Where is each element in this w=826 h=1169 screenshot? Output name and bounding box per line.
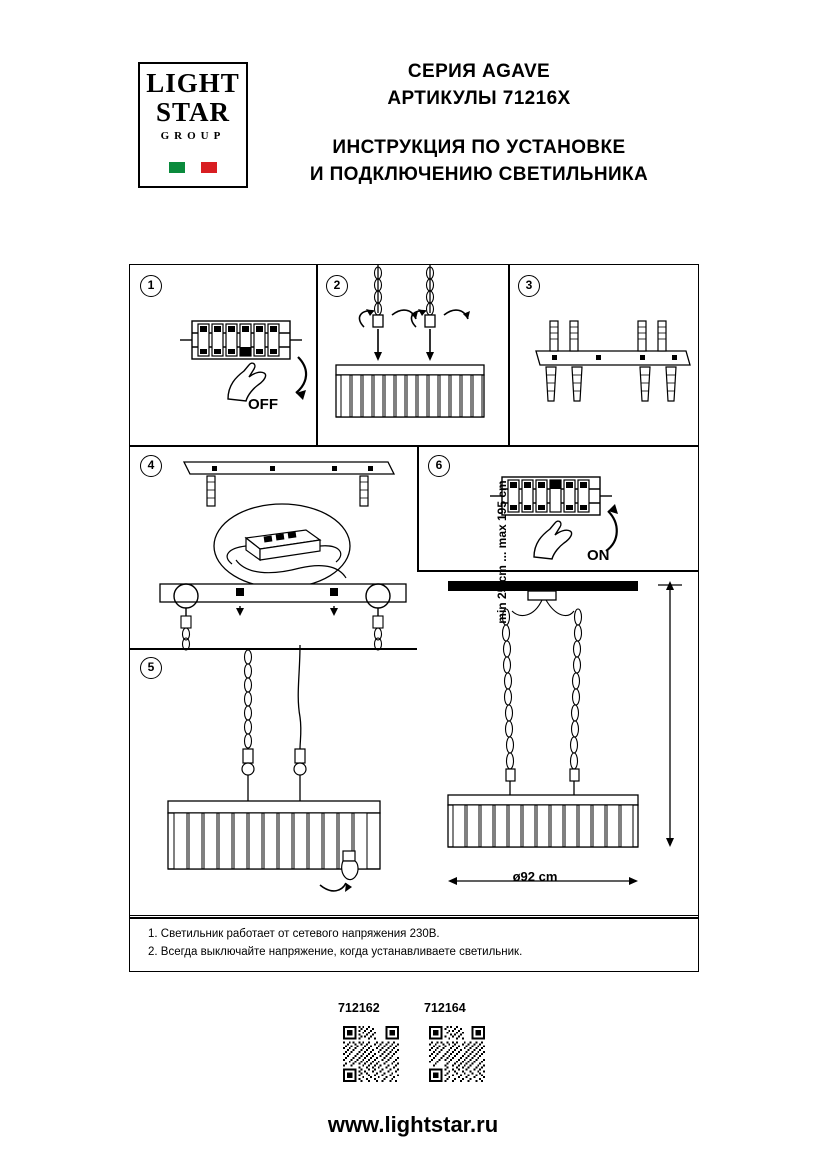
- logo-line-2: STAR: [155, 97, 231, 127]
- note-1: 1. Светильник работает от сетевого напряжения 230В.: [148, 928, 440, 940]
- step-4-illustration: [150, 450, 416, 646]
- note-2: 2. Всегда выключайте напряжение, когда устанавливаете светильник.: [148, 946, 523, 958]
- divider-v3: [417, 445, 419, 570]
- qr-code-right: [429, 1026, 485, 1082]
- divider-v2: [508, 265, 510, 445]
- series-label: СЕРИЯ AGAVE: [407, 61, 551, 82]
- title-line-1: ИНСТРУКЦИЯ ПО УСТАНОВКЕ: [332, 137, 626, 158]
- brand-logo: [138, 62, 248, 188]
- step-badge-4: 4: [140, 455, 162, 477]
- step-badge-2: 2: [326, 275, 348, 297]
- divider-h1: [130, 445, 698, 447]
- step-1-caption: OFF: [248, 396, 278, 413]
- step-6-caption: ON: [587, 547, 610, 564]
- logo-line-1: LIGHT: [146, 68, 240, 98]
- product-code-left: 712162: [338, 1001, 380, 1015]
- step-3-illustration: [520, 305, 700, 415]
- step-badge-3: 3: [518, 275, 540, 297]
- step-5-illustration: [150, 645, 416, 913]
- website-link[interactable]: www.lightstar.ru: [327, 1112, 499, 1137]
- step-badge-5: 5: [140, 657, 162, 679]
- width-dimension-label: ø92 cm: [512, 869, 558, 884]
- qr-code-left: [343, 1026, 399, 1082]
- step-2-illustration: [318, 265, 508, 445]
- step-6-illustration: [460, 465, 660, 575]
- steps-frame: [129, 264, 699, 972]
- logo-line-3: GROUP: [160, 130, 226, 142]
- step-1-illustration: [150, 299, 310, 424]
- product-code-right: 712164: [424, 1001, 466, 1015]
- title-line-2: И ПОДКЛЮЧЕНИЮ СВЕТИЛЬНИКА: [309, 164, 649, 185]
- height-dimension-label: min 25 cm ... max 195 cm: [495, 480, 509, 624]
- article-label: АРТИКУЛЫ 71216X: [387, 88, 571, 109]
- header-text-block: [254, 58, 704, 188]
- italian-flag-icon: [169, 162, 217, 173]
- logo-wordmark: [140, 70, 246, 142]
- notes-block: [130, 915, 698, 971]
- step-badge-1: 1: [140, 275, 162, 297]
- dimension-illustration: [430, 577, 698, 913]
- step-badge-6: 6: [428, 455, 450, 477]
